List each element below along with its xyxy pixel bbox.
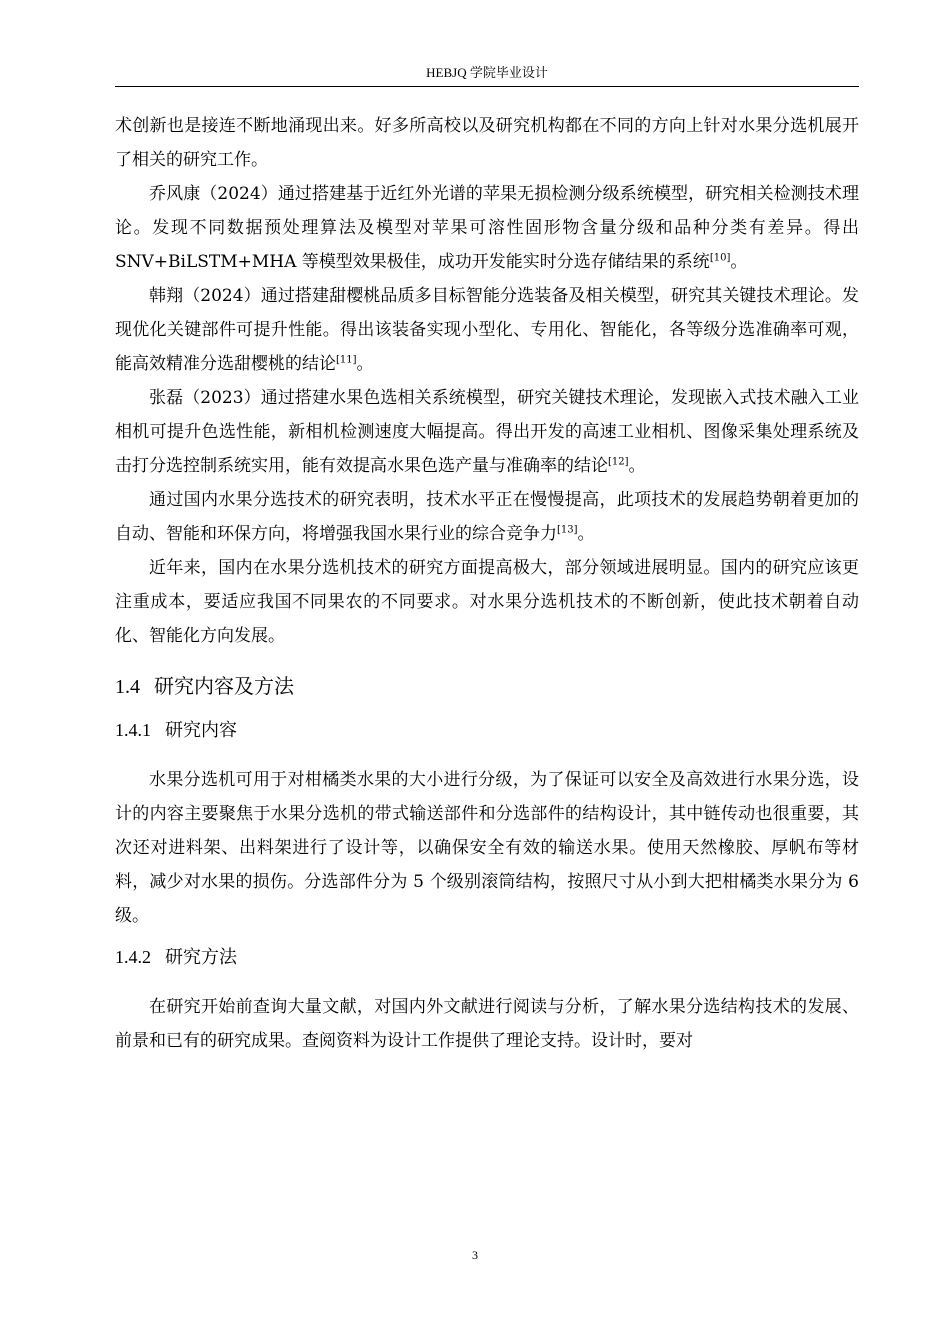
section-heading-1-4-1 [115, 716, 859, 745]
section-title: 研究内容 [165, 720, 237, 741]
paragraph-recent-years: 近年来，国内在水果分选机技术的研究方面提高极大，部分领域进展明显。国内的研究应该更注重成本，要适应我国不同果农的不同要求。对水果分选机技术的不断创新，使此技术朝着自动化、智能化方向发展。 [115, 558, 859, 646]
citation-10: [10] [709, 252, 731, 264]
paragraph-text: 张磊（2023）通过搭建水果色选相关系统模型，研究关键技术理论，发现嵌入式技术融入工业相机可提升色选性能，新相机检测速度大幅提高。得出开发的高速工业相机、图像采集处理系统及击打分选控制系统实用，能有效提高水果色选产量与准确率的结论 [115, 388, 859, 476]
section-title: 研究方法 [165, 947, 237, 968]
citation-12: [12] [608, 456, 629, 468]
paragraph-han-xiang [115, 279, 859, 381]
header-divider [115, 86, 859, 87]
paragraph-qiao-fengkang [115, 177, 859, 279]
period: 。 [356, 354, 374, 374]
section-heading-1-4-2 [115, 943, 859, 972]
page-header: HEBJQ 学院毕业设计 [426, 65, 548, 80]
period: 。 [730, 252, 748, 272]
period: 。 [577, 524, 595, 544]
paragraph-text: 乔风康（2024）通过搭建基于近红外光谱的苹果无损检测分级系统模型，研究相关检测技术理论。发现不同数据预处理算法及模型对苹果可溶性固形物含量分级和品种分类有差异。得出 SNV+BiLSTM+MHA 等模型效果极佳，成功开发能实时分选存储结果的系统 [115, 184, 859, 272]
period: 。 [628, 456, 646, 476]
paragraph-text: 通过国内水果分选技术的研究表明，技术水平正在慢慢提高，此项技术的发展趋势朝着更加的自动、智能和环保方向，将增强我国水果行业的综合竞争力 [115, 490, 859, 544]
section-number: 1.4.1 [115, 720, 151, 740]
citation-13: [13] [557, 524, 578, 536]
paragraph-research-content: 水果分选机可用于对柑橘类水果的大小进行分级，为了保证可以安全及高效进行水果分选，设计的内容主要聚焦于水果分选机的带式输送部件和分选部件的结构设计，其中链传动也很重要，其次还对进料架、出料架进行了设计等，以确保安全有效的输送水果。使用天然橡胶、厚帆布等材料，减少对水果的损伤。分选部件分为 5 个级别滚筒结构，按照尺寸从小到大把柑橘类水果分为 6 级。 [115, 770, 859, 926]
page-number: 3 [472, 1248, 478, 1262]
paragraph-text: 韩翔（2024）通过搭建甜樱桃品质多目标智能分选装备及相关模型，研究其关键技术理论。发现优化关键部件可提升性能。得出该装备实现小型化、专用化、智能化，各等级分选准确率可观，能高效精准分选甜樱桃的结论 [115, 286, 859, 374]
section-number: 1.4 [115, 676, 140, 698]
paragraph-domestic-summary [115, 483, 859, 551]
paragraph-zhang-lei [115, 381, 859, 483]
paragraph-research-method: 在研究开始前查询大量文献，对国内外文献进行阅读与分析，了解水果分选结构技术的发展、前景和已有的研究成果。查阅资料为设计工作提供了理论支持。设计时，要对 [115, 997, 859, 1051]
section-title: 研究内容及方法 [154, 674, 294, 698]
section-number: 1.4.2 [115, 947, 151, 967]
paragraph-continuation: 术创新也是接连不断地涌现出来。好多所高校以及研究机构都在不同的方向上针对水果分选机展开了相关的研究工作。 [115, 116, 859, 170]
citation-11: [11] [336, 354, 357, 366]
page-body [115, 109, 859, 1058]
section-heading-1-4 [115, 671, 859, 702]
